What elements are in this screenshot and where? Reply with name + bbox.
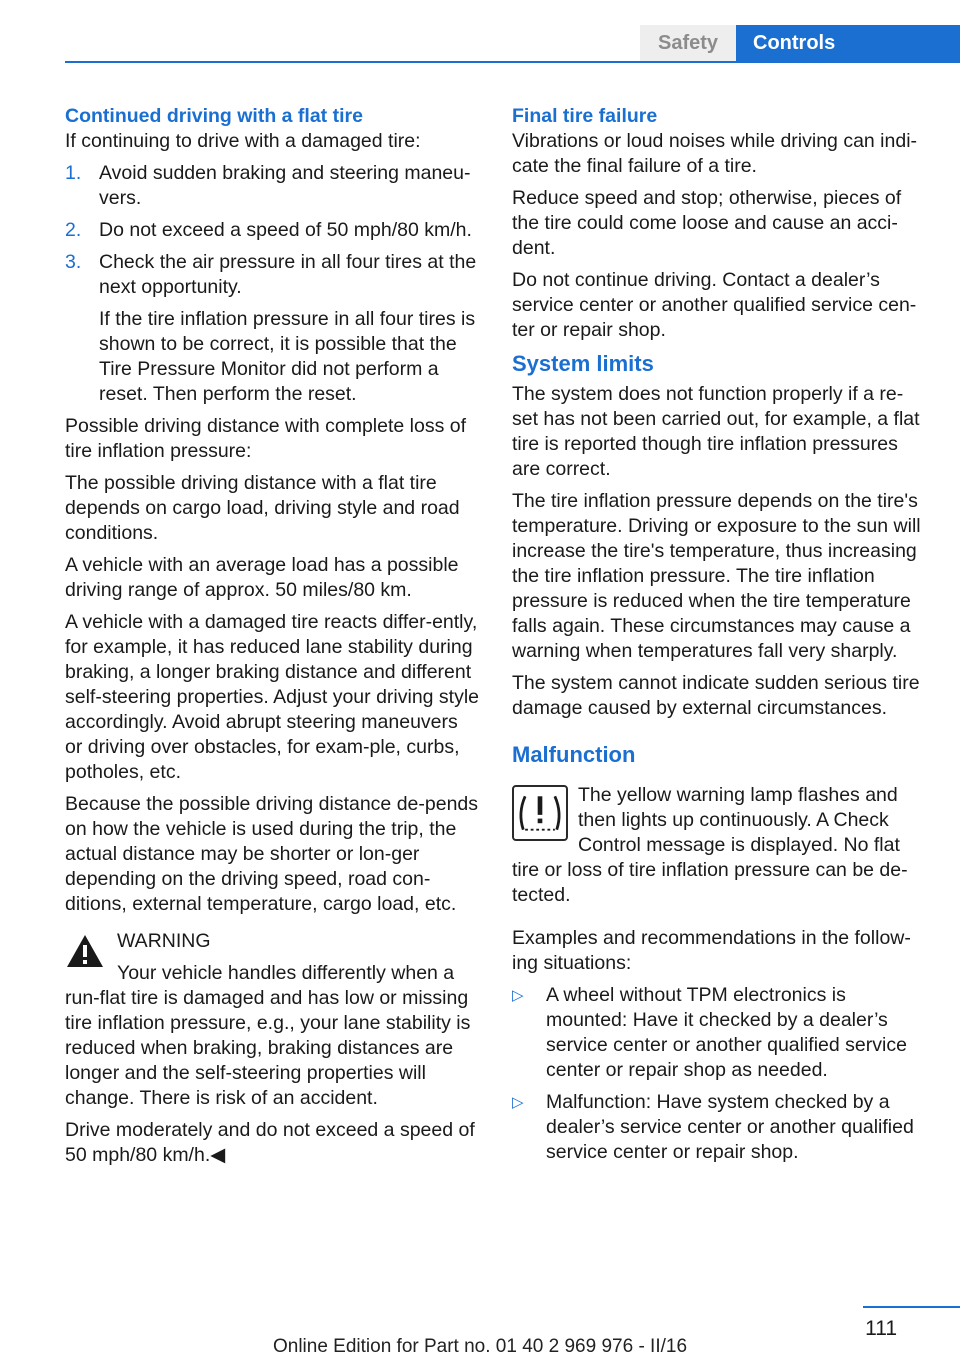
list-item-text: Malfunction: Have system checked by a dealer’s service center or another qualified service center or repair shop.	[546, 1091, 914, 1163]
step-number: 3.	[65, 251, 82, 273]
page-number: 111	[865, 1317, 897, 1340]
step-text: Avoid sudden braking and steering maneu‐vers.	[99, 162, 471, 209]
list-item	[512, 1090, 927, 1165]
malfunction-block	[512, 783, 927, 908]
header-rule	[65, 61, 960, 63]
step-item	[65, 218, 480, 243]
edition-footer: Online Edition for Part no. 01 40 2 969 976 - II/16	[272, 1336, 688, 1357]
step-number: 1.	[65, 162, 82, 184]
paragraph: Because the possible driving distance de‐pends on how the vehicle is used during the trip, the actual distance may be shorter or lon‐ger depending on the driving speed, road con‐ditions, external temperature, cargo load, etc.	[65, 793, 479, 915]
paragraph: A vehicle with a damaged tire reacts differ‐ently, for example, it has reduced lane stability during braking, a longer braking distance and different self-steering properties. Adjust your driving style accordingly. Avoid abrupt steering maneuvers or driving over obstacles, for exam‐ple, curbs, potholes, etc.	[65, 611, 480, 783]
step-subtext: If the tire inflation pressure in all four tires is shown to be correct, it is possible that the Tire Pressure Monitor did not perform a reset. Then perform the reset.	[99, 308, 476, 405]
step-text: Check the air pressure in all four tires at the next opportunity.	[99, 251, 477, 298]
flat-tire-intro: If continuing to drive with a damaged tire:	[65, 130, 421, 152]
footer-rule	[863, 1306, 960, 1308]
warning-title: WARNING	[117, 930, 211, 952]
warning-text-2: Drive moderately and do not exceed a speed of 50 mph/80 km/h.◀	[65, 1119, 475, 1166]
list-item	[512, 983, 927, 1083]
paragraph: Possible driving distance with complete loss of tire inflation pressure:	[65, 415, 467, 462]
bullet-triangle-icon: ▷	[512, 987, 524, 1004]
system-limits-heading: System limits	[512, 351, 654, 376]
warning-block	[65, 929, 480, 1168]
paragraph: The possible driving distance with a flat tire depends on cargo load, driving style and road conditions.	[65, 472, 460, 544]
step-item	[65, 250, 480, 407]
bullet-triangle-icon: ▷	[512, 1094, 524, 1111]
step-text: Do not exceed a speed of 50 mph/80 km/h.	[99, 219, 472, 241]
paragraph: Vibrations or loud noises while driving can indi‐cate the final failure of a tire.	[512, 130, 918, 177]
step-number: 2.	[65, 219, 82, 241]
steps-list	[65, 161, 480, 407]
tab-safety[interactable]: Safety	[640, 25, 736, 61]
tab-controls[interactable]: Controls	[736, 25, 960, 61]
paragraph: Do not continue driving. Contact a dealer’s service center or another qualified service cen‐ter or repair shop.	[512, 269, 917, 341]
left-column	[65, 104, 480, 1175]
paragraph: The system cannot indicate sudden serious tire damage caused by external circumstances.	[512, 672, 920, 719]
paragraph: A vehicle with an average load has a possible driving range of approx. 50 miles/80 km.	[65, 554, 459, 601]
paragraph: The tire inflation pressure depends on the tire's temperature. Driving or exposure to the sun will increase the tire's temperature, thus increasing the tire inflation pressure. The tire inflation pressure is reduced when the tire temperature falls again. These circumstances may cause a warning when temperatures fall very sharply.	[512, 490, 921, 662]
warning-text: Your vehicle handles differently when a run-flat tire is damaged and has low or missing tire inflation pressure, e.g., your lane stability is reduced when braking, braking distances are longer and the self-steering properties will change. There is risk of an accident.	[65, 962, 471, 1109]
right-column	[512, 104, 927, 1172]
malfunction-text: The yellow warning lamp flashes and then lights up continuously. A Check Control message is displayed. No flat tire or loss of tire inflation pressure can be de‐tected.	[512, 784, 908, 906]
recommendations-list	[512, 983, 927, 1165]
warning-triangle-icon	[65, 933, 105, 969]
list-item-text: A wheel without TPM electronics is mounted: Have it checked by a dealer’s service center or another qualified service center or repair shop as needed.	[546, 984, 907, 1081]
flat-tire-heading: Continued driving with a flat tire	[65, 105, 363, 127]
examples-intro: Examples and recommendations in the follow‐ing situations:	[512, 927, 911, 974]
tire-pressure-warning-icon	[512, 785, 568, 841]
final-failure-heading: Final tire failure	[512, 105, 658, 127]
paragraph: Reduce speed and stop; otherwise, pieces of the tire could come loose and cause an acci‐dent.	[512, 187, 902, 259]
header-tabs	[640, 25, 960, 61]
step-item	[65, 161, 480, 211]
malfunction-heading: Malfunction	[512, 742, 636, 767]
paragraph: The system does not function properly if a re‐set has not been carried out, for example, a flat tire is reported though tire inflation pressures are correct.	[512, 383, 920, 480]
